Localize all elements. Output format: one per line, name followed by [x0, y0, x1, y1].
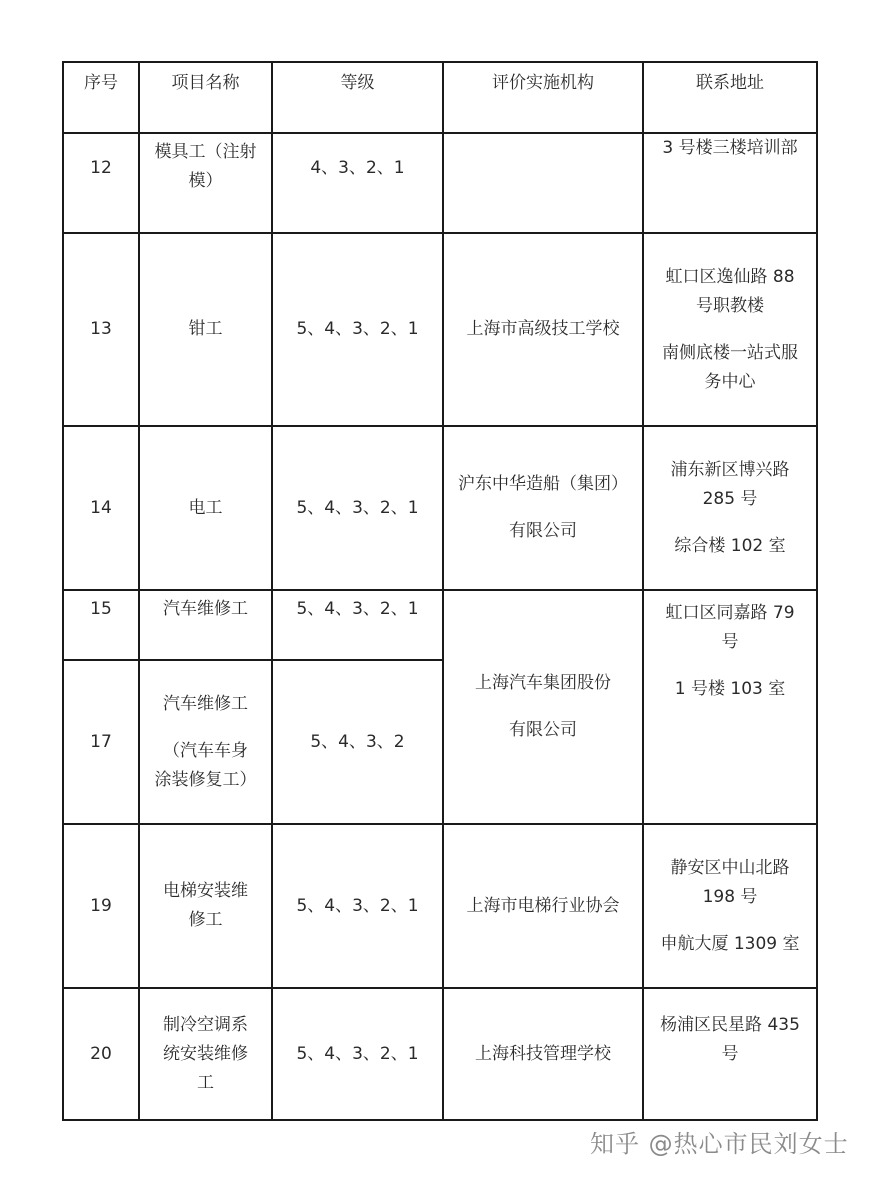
header-no: 序号 [63, 62, 139, 133]
row-project-name: 制冷空调系 统安装维修 工 [139, 988, 272, 1120]
table-header-row [63, 62, 817, 133]
row-institution: 上海市电梯行业协会 [443, 824, 643, 988]
row-address: 虹口区逸仙路 88 号职教楼 南侧底楼一站式服 务中心 [643, 233, 817, 426]
row-level: 4、3、2、1 [272, 133, 443, 233]
table-row [63, 233, 817, 426]
header-institution: 评价实施机构 [443, 62, 643, 133]
row-address: 静安区中山北路 198 号 申航大厦 1309 室 [643, 824, 817, 988]
table-row [63, 988, 817, 1120]
row-no: 12 [63, 133, 139, 233]
row-institution: 沪东中华造船（集团） 有限公司 [443, 426, 643, 590]
header-address: 联系地址 [643, 62, 817, 133]
row-institution: 上海市高级技工学校 [443, 233, 643, 426]
header-project-name: 项目名称 [139, 62, 272, 133]
row-no: 17 [63, 660, 139, 824]
row-no: 19 [63, 824, 139, 988]
row-level: 5、4、3、2、1 [272, 824, 443, 988]
row-no: 14 [63, 426, 139, 590]
table-row [63, 824, 817, 988]
row-no: 20 [63, 988, 139, 1120]
zhihu-watermark: 知乎 @热心市民刘女士 [590, 1130, 849, 1158]
row-level: 5、4、3、2、1 [272, 233, 443, 426]
table-row [63, 426, 817, 590]
row-project-name: 汽车维修工 [139, 590, 272, 660]
row-institution-shared: 上海汽车集团股份 有限公司 [443, 590, 643, 824]
row-project-name: 钳工 [139, 233, 272, 426]
row-no: 15 [63, 590, 139, 660]
row-address: 3 号楼三楼培训部 [643, 133, 817, 233]
table-row [63, 590, 817, 660]
row-project-name: 电梯安装维 修工 [139, 824, 272, 988]
row-address: 浦东新区博兴路 285 号 综合楼 102 室 [643, 426, 817, 590]
row-address: 杨浦区民星路 435 号 [643, 988, 817, 1120]
row-institution [443, 133, 643, 233]
row-level: 5、4、3、2、1 [272, 590, 443, 660]
row-project-name: 汽车维修工 （汽车车身 涂装修复工） [139, 660, 272, 824]
row-level: 5、4、3、2、1 [272, 988, 443, 1120]
row-no: 13 [63, 233, 139, 426]
header-level: 等级 [272, 62, 443, 133]
training-institutions-table [62, 61, 818, 1121]
row-project-name: 电工 [139, 426, 272, 590]
row-institution: 上海科技管理学校 [443, 988, 643, 1120]
row-address-shared: 虹口区同嘉路 79 号 1 号楼 103 室 [643, 590, 817, 824]
row-project-name: 模具工（注射 模） [139, 133, 272, 233]
row-level: 5、4、3、2、1 [272, 426, 443, 590]
table-row [63, 133, 817, 233]
row-level: 5、4、3、2 [272, 660, 443, 824]
